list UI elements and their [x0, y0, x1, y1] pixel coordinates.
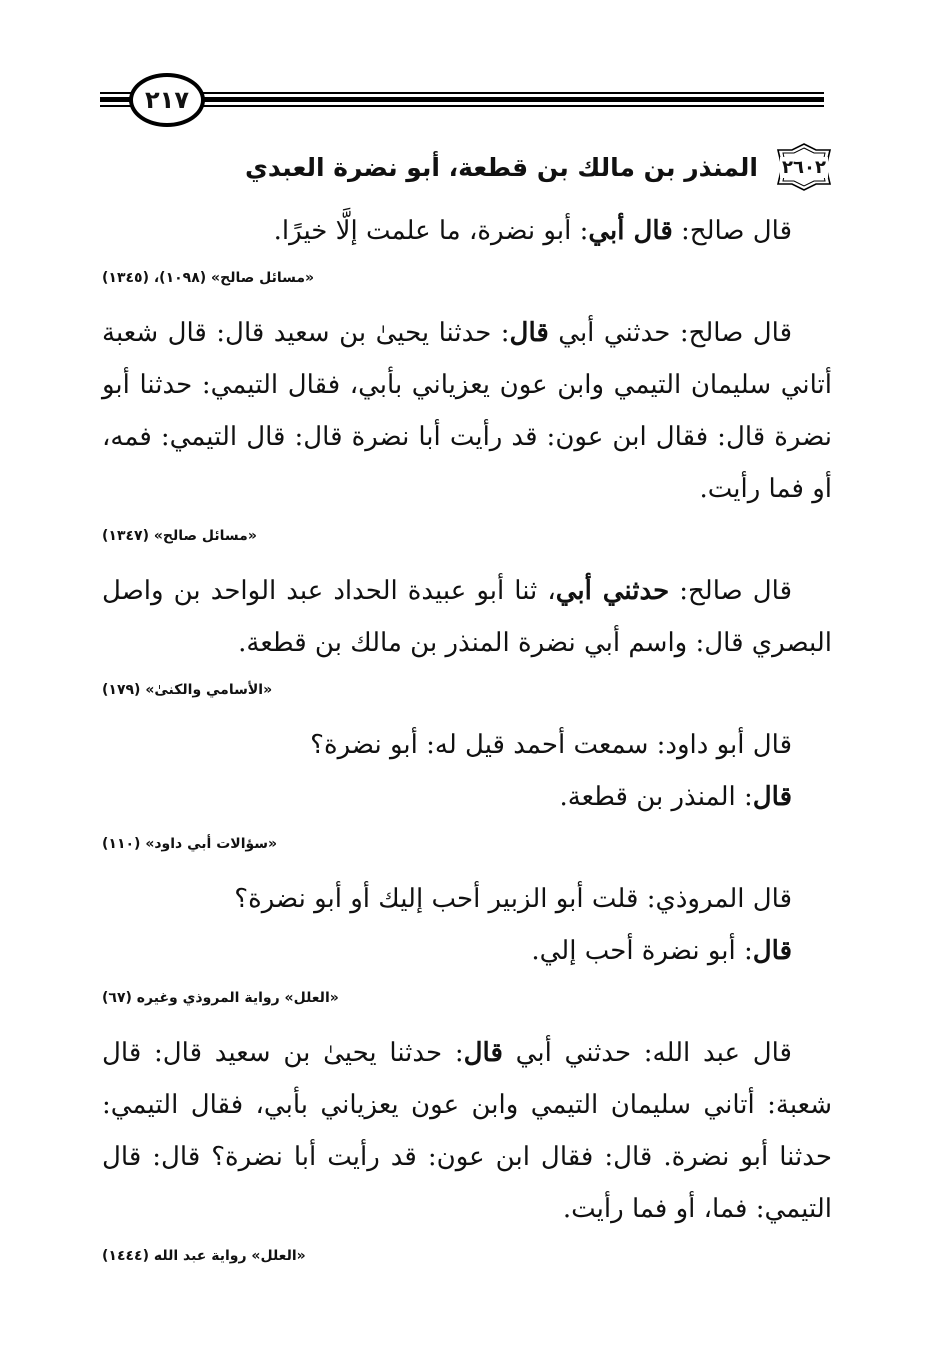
text-run: قال المروذي: قلت أبو الزبير أحب إليك أو أبو نضرة؟ [234, 884, 792, 914]
text-run: : حدثنا يحيىٰ بن سعيد قال: قال شعبة أتاني سليمان التيمي وابن عون يعزياني بأبي، فقال التيمي: حدثنا أبو نضرة قال: فقال ابن عون: قد رأيت أبا نضرة قال: قال التيمي: فمه، أو فما رأيت. [102, 318, 832, 504]
text-run: قال صالح: حدثني أبي [548, 318, 792, 348]
text-run: : أبو نضرة، ما علمت إلَّا خيرًا. [273, 216, 589, 246]
text-run: : حدثنا يحيىٰ بن سعيد قال: قال شعبة: أتاني سليمان التيمي وابن عون يعزياني بأبي، فقال التيمي: حدثنا أبو نضرة. قال: فقال ابن عون: قد رأيت أبا نضرة؟ قال: قال التيمي: فما، أو فما رأيت. [102, 1038, 832, 1224]
citation-row [102, 977, 832, 1027]
source-citation: «مسائل صالح» (١٠٩٨)، (١٣٤٥) [102, 270, 315, 286]
text-paragraph [102, 307, 832, 515]
entry-number-badge [776, 142, 832, 192]
entry-title: المنذر بن مالك بن قطعة، أبو نضرة العبدي [244, 152, 758, 182]
entry-heading [245, 142, 832, 192]
bold-phrase: قال [752, 782, 792, 812]
source-citation: «العلل» رواية المروذي وغيره (٦٧) [102, 990, 339, 1006]
text-paragraph [102, 205, 832, 257]
bold-phrase: قال [509, 318, 549, 348]
bold-phrase: قال أبي [588, 216, 673, 246]
text-run: قال صالح: [669, 576, 793, 606]
citation-row [102, 669, 832, 719]
text-run: قال عبد الله: حدثني أبي [502, 1038, 792, 1068]
source-citation: «العلل» رواية عبد الله (١٤٤٤) [102, 1248, 306, 1264]
text-paragraph [102, 565, 832, 669]
source-citation: «سؤالات أبي داود» (١١٠) [102, 836, 278, 852]
source-citation: «الأسامي والكنىٰ» (١٧٩) [102, 682, 273, 698]
main-text [102, 205, 832, 1285]
citation-row [102, 823, 832, 873]
entry-number: ٢٦٠٢ [782, 156, 826, 178]
citation-row [102, 257, 832, 307]
header-rule-bottom [100, 105, 824, 107]
text-paragraph [102, 1027, 832, 1235]
text-paragraph [102, 873, 832, 925]
bold-phrase: حدثني أبي [555, 576, 670, 606]
text-paragraph [102, 925, 832, 977]
text-run: قال أبو داود: سمعت أحمد قيل له: أبو نضرة؟ [310, 730, 792, 760]
citation-row [102, 1235, 832, 1285]
text-paragraph [102, 719, 832, 771]
header-rule-top [100, 92, 824, 94]
source-citation: «مسائل صالح» (١٣٤٧) [102, 528, 257, 544]
bold-phrase: قال [752, 936, 792, 966]
text-run: : أبو نضرة أحب إلي. [531, 936, 753, 966]
text-paragraph [102, 771, 832, 823]
page-number-badge [129, 73, 205, 127]
header-rule-thick [100, 97, 824, 102]
bold-phrase: قال [463, 1038, 503, 1068]
text-run: : المنذر بن قطعة. [559, 782, 753, 812]
text-run: قال صالح: [672, 216, 792, 246]
page-number: ٢١٧ [145, 86, 189, 114]
citation-row [102, 515, 832, 565]
text-run: ، ثنا أبو عبيدة الحداد عبد الواحد بن واصل البصري قال: واسم أبي نضرة المنذر بن مالك بن قطعة. [102, 576, 832, 658]
